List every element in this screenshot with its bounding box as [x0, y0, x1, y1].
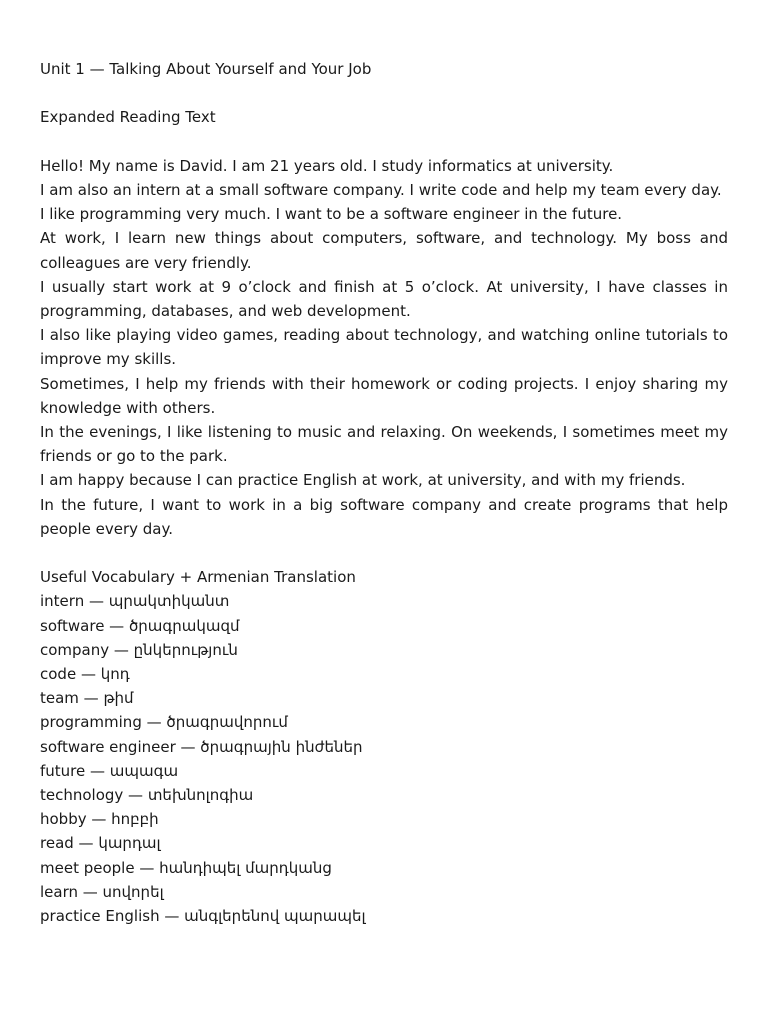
paragraph: Hello! My name is David. I am 21 years old. I study informatics at university. — [40, 156, 614, 175]
vocabulary-item: meet people — հանդիպել մարդկանց — [40, 858, 332, 877]
vocabulary-item: technology — տեխնոլոգիա — [40, 786, 254, 805]
vocabulary-item: hobby — հոբբի — [40, 810, 159, 829]
section-heading: Expanded Reading Text — [40, 108, 216, 127]
vocabulary-item: intern — պրակտիկանտ — [40, 592, 230, 611]
vocabulary-item: learn — սովորել — [40, 882, 164, 901]
paragraph: In the evenings, I like listening to music and relaxing. On weekends, I sometimes meet my friends or go to the park. — [40, 423, 728, 466]
vocabulary-item: team — թիմ — [40, 689, 134, 708]
spacer — [40, 130, 728, 154]
paragraph: I am happy because I can practice English at work, at university, and with my friends. — [40, 471, 686, 490]
vocabulary-heading: Useful Vocabulary + Armenian Translation — [40, 568, 356, 587]
document-title: Unit 1 — Talking About Yourself and Your Job — [40, 60, 372, 78]
paragraph: Sometimes, I help my friends with their homework or coding projects. I enjoy sharing my knowledge with others. — [40, 374, 728, 417]
vocabulary-item: future — ապագա — [40, 761, 179, 780]
paragraph: I like programming very much. I want to be a software engineer in the future. — [40, 205, 623, 224]
paragraph: I usually start work at 9 o’clock and finish at 5 o’clock. At university, I have classes in programming, databases, and web development. — [40, 277, 728, 320]
paragraph: I am also an intern at a small software company. I write code and help my team every day. — [40, 180, 722, 199]
vocabulary-item: read — կարդալ — [40, 834, 161, 853]
paragraph: I also like playing video games, reading about technology, and watching online tutorials to improve my skills. — [40, 326, 728, 369]
vocabulary-item: code — կոդ — [40, 665, 130, 684]
paragraph: In the future, I want to work in a big software company and create programs that help people every day. — [40, 495, 728, 538]
vocabulary-item: practice English — անգլերենով պարապել — [40, 907, 366, 926]
vocabulary-item: company — ընկերություն — [40, 640, 238, 659]
vocabulary-item: software engineer — ծրագրային ինժեներ — [40, 737, 363, 756]
reading-text — [40, 154, 728, 541]
paragraph: At work, I learn new things about computers, software, and technology. My boss and colleagues are very friendly. — [40, 229, 728, 272]
spacer — [40, 541, 728, 565]
vocabulary-item: programming — ծրագրավորում — [40, 713, 288, 732]
vocabulary-list — [40, 589, 728, 928]
spacer — [40, 81, 728, 105]
vocabulary-item: software — ծրագրակազմ — [40, 616, 240, 635]
